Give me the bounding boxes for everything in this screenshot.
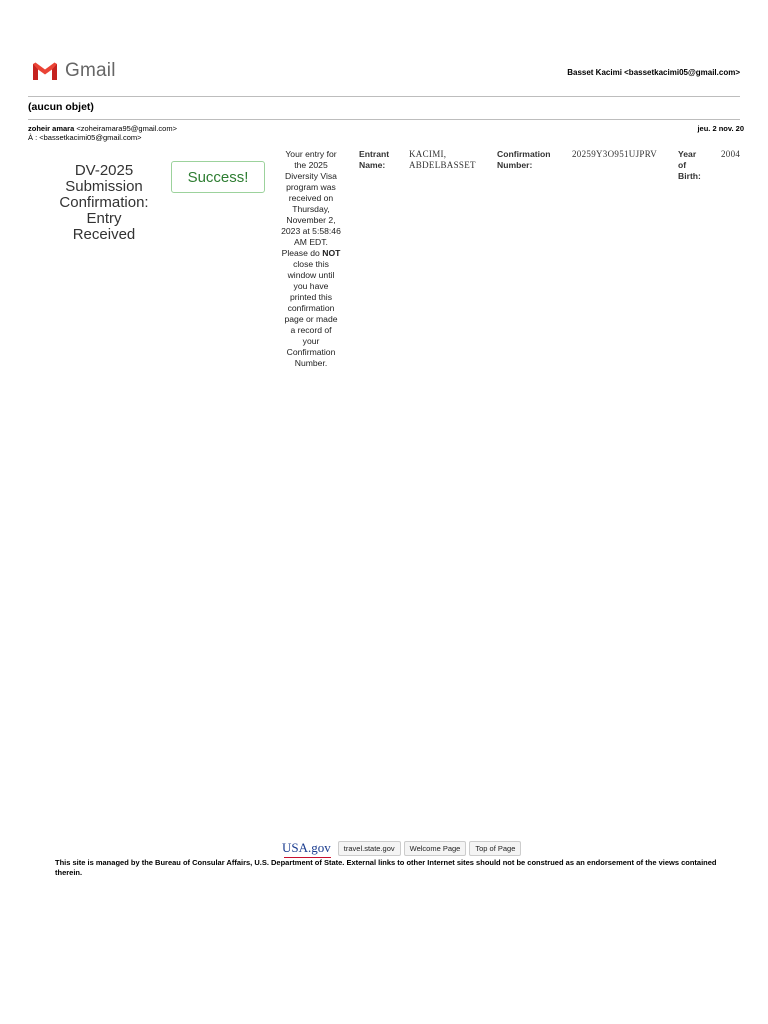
- email-subject: (aucun objet): [28, 101, 94, 113]
- entry-message: [281, 149, 341, 369]
- recipient-line: À : <bassetkacimi05@gmail.com>: [28, 133, 142, 142]
- sender-address: <zoheiramara95@gmail.com>: [76, 124, 177, 133]
- success-badge: Success!: [171, 161, 265, 193]
- confirmation-number-label: [497, 149, 550, 171]
- footer-disclaimer: This site is managed by the Bureau of Consular Affairs, U.S. Department of State. External links to other Internet sites should not be construed as an endorsement of the views contained therein.: [55, 858, 717, 877]
- subject-divider: [28, 119, 740, 120]
- title-line: DV-2025: [74, 162, 134, 179]
- usa-gov-logo[interactable]: [282, 840, 331, 856]
- gmail-logo[interactable]: [31, 60, 116, 82]
- value-line: KACIMI,: [409, 149, 447, 159]
- year-of-birth-value: 2004: [721, 149, 741, 159]
- label-line: Confirmation: [497, 149, 551, 159]
- page-title: [52, 163, 156, 243]
- year-of-birth-label: [678, 149, 701, 182]
- sender-name: zoheir amara: [28, 124, 75, 133]
- entrant-name-label: [359, 149, 389, 171]
- label-line: Entrant: [359, 149, 390, 159]
- title-line: Submission: [65, 178, 143, 195]
- welcome-page-link[interactable]: Welcome Page: [404, 841, 467, 856]
- entrant-name-value: [409, 149, 476, 171]
- label-line: Birth:: [678, 171, 701, 181]
- entry-message-part: Your entry for the 2025 Diversity Visa program was received on Thursday, November 2, 2023 at 5:58:46 AM EDT. Please do: [281, 149, 341, 258]
- sender-line: [28, 124, 177, 133]
- title-line: Received: [72, 226, 136, 243]
- footer-links: [282, 840, 521, 856]
- top-of-page-link[interactable]: Top of Page: [469, 841, 521, 856]
- value-line: ABDELBASSET: [409, 160, 476, 170]
- label-line: of: [678, 160, 687, 170]
- gmail-wordmark: Gmail: [65, 60, 116, 81]
- gmail-m-icon: [31, 61, 59, 82]
- confirmation-number-value: 20259Y3O951UJPRV: [572, 149, 658, 159]
- label-line: Year: [678, 149, 697, 159]
- label-line: Name:: [359, 160, 386, 170]
- usa-gov-logo-text: USA.gov: [282, 840, 331, 855]
- account-label: Basset Kacimi <bassetkacimi05@gmail.com>: [567, 68, 740, 77]
- title-line: Confirmation:: [59, 194, 149, 211]
- entry-message-emphasis: NOT: [322, 248, 341, 258]
- title-line: Entry: [86, 210, 122, 227]
- label-line: Number:: [497, 160, 533, 170]
- entry-message-part: close this window until you have printed this confirmation page or made a record of your Confirmation Number.: [284, 259, 338, 368]
- email-date: jeu. 2 nov. 20: [697, 124, 744, 133]
- travel-state-gov-link[interactable]: travel.state.gov: [338, 841, 401, 856]
- header-divider: [28, 96, 740, 97]
